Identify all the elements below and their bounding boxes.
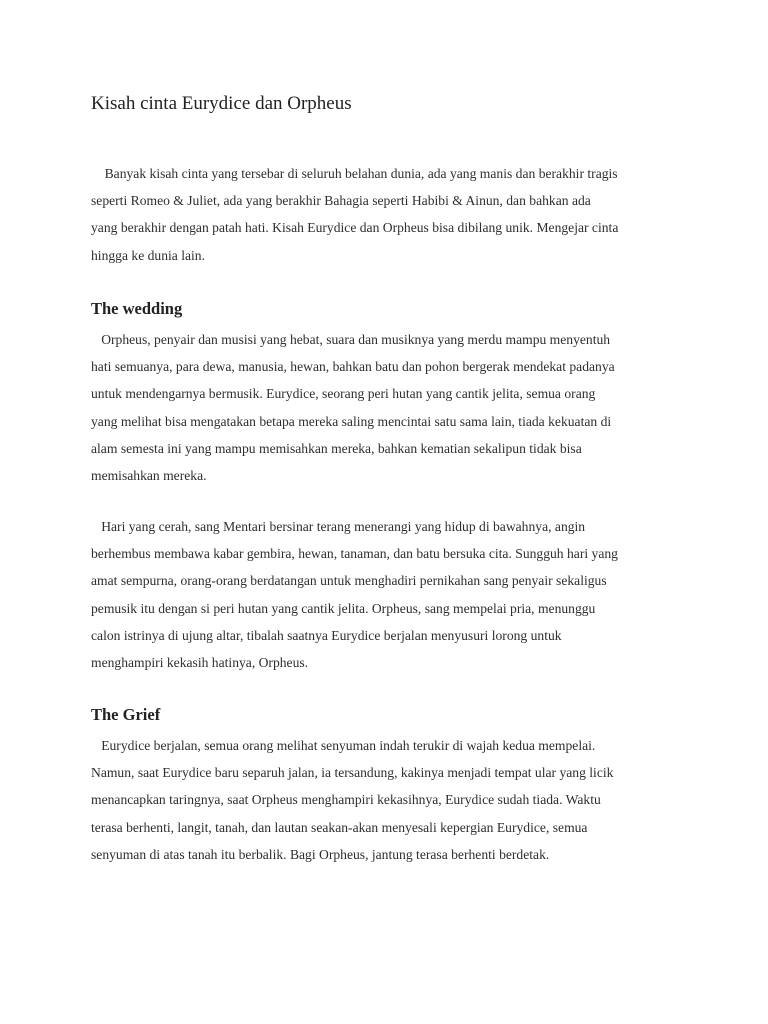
intro-paragraph <box>91 160 691 269</box>
text-line: Banyak kisah cinta yang tersebar di seluruh belahan dunia, ada yang manis dan berakhir tragis <box>91 166 618 181</box>
section-heading-grief: The Grief <box>91 705 161 724</box>
text-line: pemusik itu dengan si peri hutan yang cantik jelita. Orpheus, sang mempelai pria, menunggu <box>91 600 596 616</box>
text-line: yang berakhir dengan patah hati. Kisah Eurydice dan Orpheus bisa dibilang unik. Mengejar cinta <box>91 220 619 236</box>
wedding-paragraph-2 <box>91 513 691 676</box>
text-line: seperti Romeo & Juliet, ada yang berakhir Bahagia seperti Habibi & Ainun, dan bahkan ada <box>91 193 591 209</box>
text-line: memisahkan mereka. <box>91 468 207 484</box>
text-line: alam semesta ini yang mampu memisahkan mereka, bahkan kematian sekalipun tidak bisa <box>91 440 582 456</box>
text-line: amat sempurna, orang-orang berdatangan untuk menghadiri pernikahan sang penyair sekaligus <box>91 573 607 589</box>
text-line: untuk mendengarnya bermusik. Eurydice, seorang peri hutan yang cantik jelita, semua orang <box>91 386 596 402</box>
grief-paragraph-1 <box>91 732 691 868</box>
text-line: calon istrinya di ujung altar, tibalah saatnya Eurydice berjalan menyusuri lorong untuk <box>91 627 562 643</box>
text-line: menghampiri kekasih hatinya, Orpheus. <box>91 655 309 671</box>
text-line: terasa berhenti, langit, tanah, dan lautan seakan-akan menyesali kepergian Eurydice, semua <box>91 819 588 835</box>
text-line: yang melihat bisa mengatakan betapa mereka saling mencintai satu sama lain, tiada kekuatan di <box>91 413 612 429</box>
document-title: Kisah cinta Eurydice dan Orpheus <box>91 93 352 114</box>
text-line: hingga ke dunia lain. <box>91 247 206 263</box>
section-heading-wedding: The wedding <box>91 299 183 318</box>
text-line: Namun, saat Eurydice baru separuh jalan, ia tersandung, kakinya menjadi tempat ular yang licik <box>91 765 614 781</box>
text-line: Eurydice berjalan, semua orang melihat senyuman indah terukir di wajah kedua mempelai. <box>91 738 596 753</box>
text-line: hati semuanya, para dewa, manusia, hewan, bahkan batu dan pohon bergerak mendekat padanya <box>91 359 615 375</box>
text-line: menancapkan taringnya, saat Orpheus menghampiri kekasihnya, Eurydice sudah tiada. Waktu <box>91 792 601 808</box>
text-line: Hari yang cerah, sang Mentari bersinar terang menerangi yang hidup di bawahnya, angin <box>91 519 586 534</box>
wedding-paragraph-1 <box>91 326 691 489</box>
text-line: Orpheus, penyair dan musisi yang hebat, suara dan musiknya yang merdu mampu menyentuh <box>91 332 611 347</box>
text-line: senyuman di atas tanah itu berbalik. Bagi Orpheus, jantung terasa berhenti berdetak. <box>91 846 550 862</box>
text-line: berhembus membawa kabar gembira, hewan, tanaman, dan batu bersuka cita. Sungguh hari yang <box>91 546 618 562</box>
